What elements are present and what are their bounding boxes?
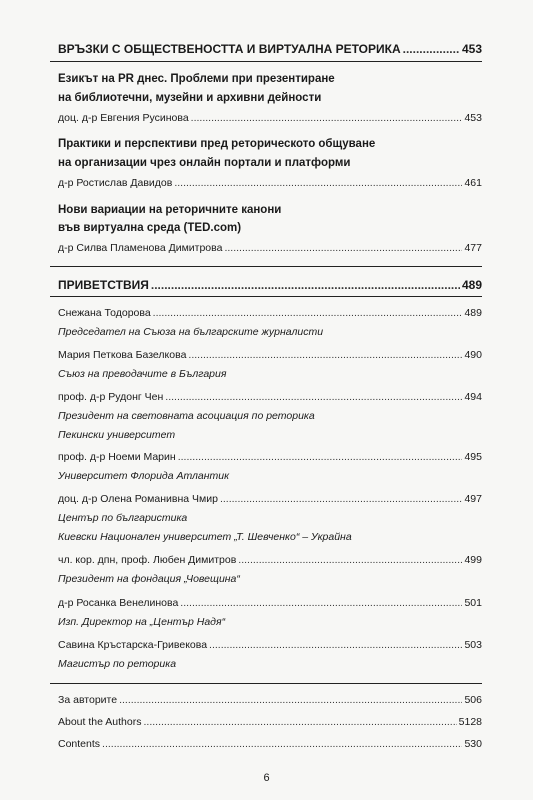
- leader-dots: [165, 391, 462, 403]
- leader-dots: [220, 493, 463, 505]
- entry-title-line: Нови вариации на реторичните канони: [58, 204, 282, 216]
- greeting-page: 499: [464, 554, 482, 566]
- greeting-name: доц. д-р Олена Романивна Чмир: [58, 493, 218, 505]
- entry-title-line: Практики и перспективи пред реторическото общуване: [58, 138, 376, 150]
- section-heading-pr: [58, 42, 482, 56]
- entry-title-line: Езикът на PR днес. Проблеми при презентиране: [58, 73, 335, 85]
- divider: [50, 61, 482, 62]
- leader-dots: [180, 597, 462, 609]
- greeting-name: Савина Кръстарска-Гривекова: [58, 639, 208, 651]
- leader-dots: [119, 694, 462, 706]
- entry-author-row: [58, 177, 482, 189]
- greeting-row: [58, 554, 482, 566]
- back-matter-label: За авторите: [58, 694, 118, 706]
- greeting-subtitle: Президент на фондация „Човещина“: [58, 573, 240, 585]
- greeting-subtitle: Магистър по реторика: [58, 658, 177, 670]
- section-heading-greetings: [58, 278, 482, 292]
- greeting-page: 501: [464, 597, 482, 609]
- entry-author-row: [58, 242, 482, 254]
- greeting-subtitle: Университет Флорида Атлантик: [58, 470, 230, 482]
- greeting-name: чл. кор. дпн, проф. Любен Димитров: [58, 554, 237, 566]
- entry-title-line: във виртуална среда (TED.com): [58, 222, 242, 234]
- entry-page: 477: [464, 242, 482, 254]
- greeting-name: д-р Росанка Венелинова: [58, 597, 179, 609]
- entry-title-line: на библиотечни, музейни и архивни дейности: [58, 92, 322, 104]
- greeting-row: [58, 307, 482, 319]
- back-matter-row: [58, 738, 482, 750]
- section-page: 489: [461, 278, 482, 292]
- leader-dots: [143, 716, 456, 728]
- entry-title-line: на организации чрез онлайн портали и платформи: [58, 157, 351, 169]
- greeting-row: [58, 391, 482, 403]
- divider: [50, 266, 482, 267]
- entry-author: доц. д-р Евгения Русинова: [58, 112, 189, 124]
- leader-dots: [188, 349, 462, 361]
- greeting-subtitle: Пекински университет: [58, 429, 176, 441]
- greeting-row: [58, 493, 482, 505]
- leader-dots: [178, 451, 463, 463]
- greeting-subtitle: Изп. Директор на „Център Надя“: [58, 616, 226, 628]
- leader-dots: [238, 554, 462, 566]
- back-matter-page: 5128: [458, 716, 482, 728]
- greeting-subtitle: Съюз на преводачите в България: [58, 368, 227, 380]
- leader-dots: [174, 177, 462, 189]
- leader-dots: [191, 112, 463, 124]
- section-title: ПРИВЕТСТВИЯ: [58, 278, 149, 292]
- greeting-subtitle: Председател на Съюза на българските журналисти: [58, 326, 324, 338]
- entry-page: 461: [464, 177, 482, 189]
- entry-author-row: [58, 112, 482, 124]
- greeting-page: 503: [464, 639, 482, 651]
- section-title: ВРЪЗКИ С ОБЩЕСТВЕНОСТТА И ВИРТУАЛНА РЕТОРИКА: [58, 42, 401, 56]
- greeting-name: проф. д-р Рудонг Чен: [58, 391, 164, 403]
- greeting-subtitle: Киевски Национален университет „Т. Шевченко“ – Украйна: [58, 531, 352, 543]
- greeting-row: [58, 349, 482, 361]
- greeting-page: 489: [464, 307, 482, 319]
- back-matter-label: Contents: [58, 738, 101, 750]
- entry-author: д-р Ростислав Давидов: [58, 177, 173, 189]
- greeting-name: Снежана Тодорова: [58, 307, 151, 319]
- page-number: 6: [263, 772, 270, 784]
- greeting-page: 495: [464, 451, 482, 463]
- back-matter-row: [58, 694, 482, 706]
- leader-dots: [209, 639, 462, 651]
- back-matter-label: About the Authors: [58, 716, 142, 728]
- greeting-page: 490: [464, 349, 482, 361]
- leader-dots: [403, 42, 460, 56]
- greeting-name: Мария Петкова Базелкова: [58, 349, 187, 361]
- greeting-name: проф. д-р Ноеми Марин: [58, 451, 176, 463]
- leader-dots: [151, 278, 460, 292]
- divider: [50, 296, 482, 297]
- divider: [50, 683, 482, 684]
- section-page: 453: [461, 42, 482, 56]
- leader-dots: [224, 242, 462, 254]
- greeting-page: 497: [464, 493, 482, 505]
- entry-page: 453: [464, 112, 482, 124]
- greeting-row: [58, 639, 482, 651]
- greeting-subtitle: Център по българистика: [58, 512, 188, 524]
- entry-author: д-р Силва Пламенова Димитрова: [58, 242, 223, 254]
- back-matter-page: 506: [464, 694, 482, 706]
- greeting-subtitle: Президент на световната асоциация по реторика: [58, 410, 315, 422]
- back-matter-page: 530: [464, 738, 482, 750]
- back-matter-row: [58, 716, 482, 728]
- greeting-row: [58, 451, 482, 463]
- leader-dots: [102, 738, 462, 750]
- greeting-row: [58, 597, 482, 609]
- greeting-page: 494: [464, 391, 482, 403]
- leader-dots: [153, 307, 463, 319]
